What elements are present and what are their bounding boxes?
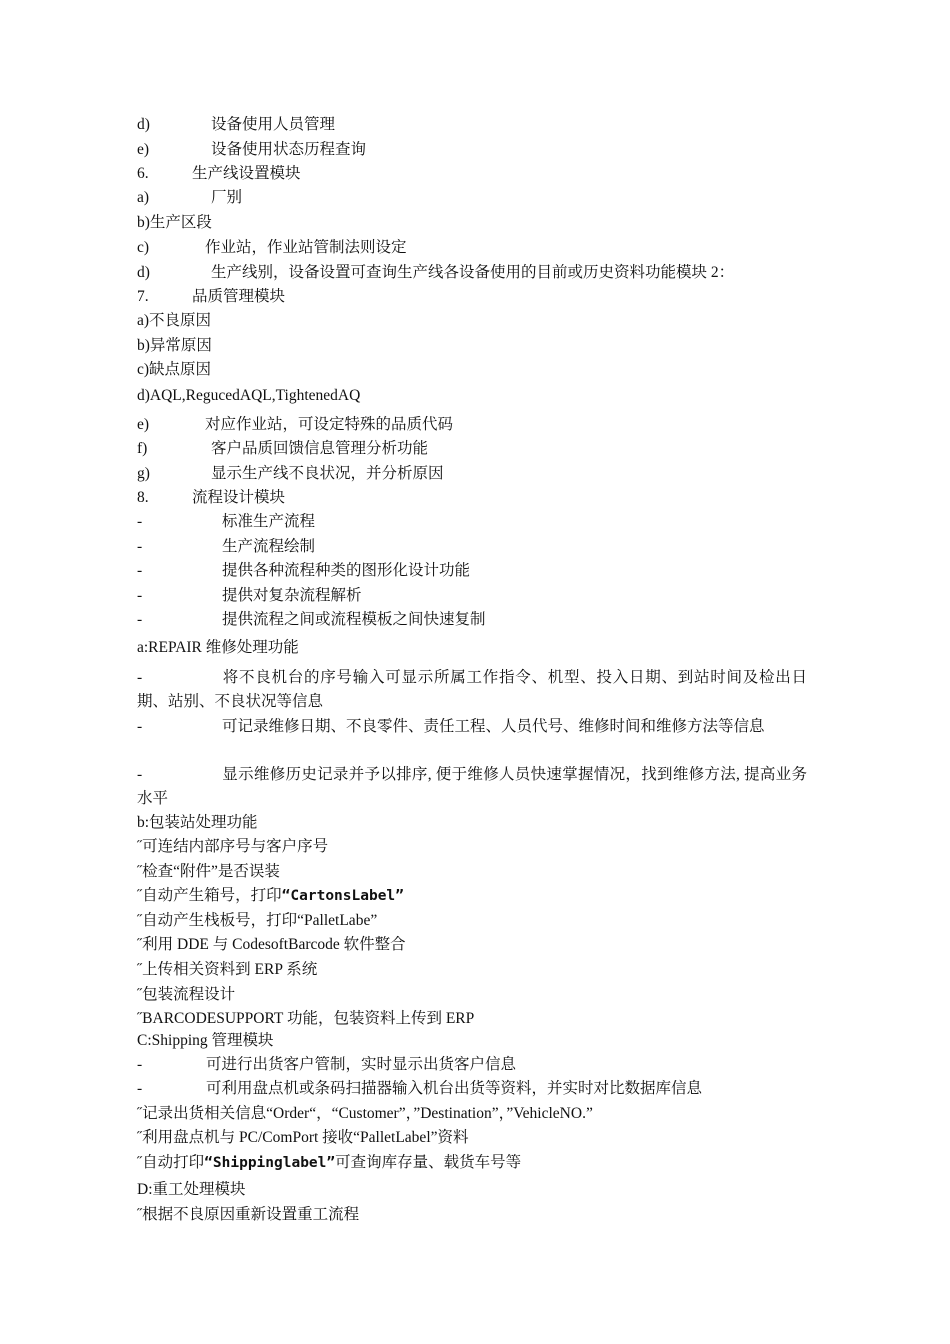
list-text: 可查询库存量、载货车号等 — [335, 1154, 522, 1171]
list-marker: - — [137, 766, 143, 783]
list-marker: - — [137, 587, 143, 604]
list-text: 对应作业站，可设定特殊的品质代码 — [205, 416, 454, 433]
line-text: ˝BARCODESUPPORT 功能，包装资料上传到 ERP — [137, 1010, 475, 1027]
line-text: ˝可连结内部序号与客户序号 — [137, 838, 329, 855]
section-heading — [137, 1031, 274, 1051]
list-marker: - — [137, 562, 143, 579]
list-item — [137, 837, 328, 857]
list-text: c)缺点原因 — [137, 361, 212, 378]
list-text: D:重工处理模块 — [137, 1181, 246, 1198]
list-marker: 7. — [137, 288, 149, 305]
section-heading — [137, 164, 301, 184]
list-text: a:REPAIR 维修处理功能 — [137, 639, 299, 656]
list-item — [137, 1009, 474, 1029]
paragraph — [137, 763, 807, 811]
list-item — [137, 1128, 469, 1148]
list-item — [137, 336, 212, 356]
list-marker: - — [137, 538, 143, 555]
list-item — [137, 115, 335, 135]
list-item — [137, 439, 428, 459]
line-text: ˝检查“附件”是否误装 — [137, 863, 280, 880]
list-text: 生产线设置模块 — [192, 165, 301, 182]
list-text: ˝自动打印 — [137, 1154, 205, 1171]
line-text: ˝自动产生栈板号，打印“PalletLabe” — [137, 912, 378, 929]
list-text: ˝利用盘点机与 PC/ComPort 接收“PalletLabel”资料 — [137, 1129, 469, 1146]
line-text: ˝包装流程设计 — [137, 986, 236, 1003]
list-text: b)生产区段 — [137, 214, 212, 231]
section-heading — [137, 813, 258, 833]
list-marker: - — [137, 611, 143, 628]
list-item — [137, 464, 444, 484]
section-heading — [137, 638, 299, 658]
list-item — [137, 1079, 702, 1099]
list-marker: - — [137, 669, 143, 686]
list-item — [137, 960, 317, 980]
list-item — [137, 1104, 593, 1124]
list-item — [137, 1153, 521, 1173]
bold-text: “CartonsLabel” — [281, 888, 404, 904]
list-item — [137, 586, 362, 606]
list-item — [137, 360, 211, 380]
list-item — [137, 263, 734, 283]
list-marker: - — [137, 718, 143, 735]
list-text: 可进行出货客户管制，实时显示出货客户信息 — [206, 1056, 517, 1073]
list-item — [137, 985, 235, 1005]
bold-text: “Shippinglabel” — [204, 1155, 336, 1171]
list-item — [137, 213, 212, 233]
list-marker: d) — [137, 264, 150, 281]
list-item — [137, 886, 404, 906]
list-marker: - — [137, 1056, 143, 1073]
list-item — [137, 561, 470, 581]
list-item — [137, 1055, 516, 1075]
section-heading — [137, 1180, 246, 1200]
list-text: 提供对复杂流程解析 — [222, 587, 362, 604]
list-item — [137, 537, 315, 557]
list-marker: - — [137, 513, 143, 530]
line-text: C:Shipping 管理模块 — [137, 1032, 274, 1049]
list-marker: e) — [137, 141, 150, 158]
list-marker: c) — [137, 239, 150, 256]
list-text: ˝记录出货相关信息“Order“，“Customer”，”Destination”，”VehicleNO.” — [137, 1105, 593, 1122]
section-heading — [137, 287, 285, 307]
list-marker: e) — [137, 416, 150, 433]
list-text: 生产流程绘制 — [222, 538, 316, 555]
list-marker: d) — [137, 116, 150, 133]
section-heading — [137, 488, 285, 508]
list-text: 流程设计模块 — [192, 489, 286, 506]
line-text: ˝自动产生箱号，打印 — [137, 887, 282, 904]
list-item — [137, 386, 360, 406]
list-item — [137, 862, 280, 882]
list-text: d)AQL,RegucedAQL,TightenedAQ — [137, 387, 361, 404]
line-text: b:包装站处理功能 — [137, 814, 258, 831]
list-item — [137, 188, 242, 208]
list-item — [137, 311, 211, 331]
list-text: 可利用盘点机或条码扫描器输入机台出货等资料，并实时对比数据库信息 — [206, 1080, 703, 1097]
line-text: ˝上传相关资料到 ERP 系统 — [137, 961, 318, 978]
list-text: 客户品质回馈信息管理分析功能 — [211, 440, 429, 457]
list-text: 提供流程之间或流程模板之间快速复制 — [222, 611, 486, 628]
list-text: 设备使用状态历程查询 — [211, 141, 367, 158]
list-item — [137, 935, 406, 955]
list-item — [137, 238, 407, 258]
list-marker: 8. — [137, 489, 149, 506]
list-text: 显示生产线不良状况，并分析原因 — [211, 465, 444, 482]
list-text: 品质管理模块 — [192, 288, 286, 305]
list-marker: a) — [137, 189, 150, 206]
paragraph-text: 可记录维修日期、不良零件、责任工程、人员代号、维修时间和维修方法等信息 — [222, 718, 765, 735]
list-text: a)不良原因 — [137, 312, 212, 329]
list-text: 厂别 — [211, 189, 243, 206]
line-text: ˝利用 DDE 与 CodesoftBarcode 软件整合 — [137, 936, 406, 953]
list-marker: f) — [137, 440, 148, 457]
list-text: 标准生产流程 — [222, 513, 316, 530]
list-text: 提供各种流程种类的图形化设计功能 — [222, 562, 471, 579]
paragraph — [137, 715, 807, 739]
list-item — [137, 512, 315, 532]
list-text: 作业站，作业站管制法则设定 — [205, 239, 407, 256]
paragraph — [137, 666, 807, 714]
list-marker: g) — [137, 465, 150, 482]
paragraph-text: 显示维修历史记录并予以排序, 便于维修人员快速掌握情况，找到维修方法, 提高业务水平 — [137, 766, 807, 807]
paragraph-text: 将不良机台的序号输入可显示所属工作指令、机型、投入日期、到站时间及检出日期、站别、不良状况等信息 — [137, 669, 807, 710]
list-item — [137, 415, 453, 435]
list-item — [137, 911, 377, 931]
list-text: 设备使用人员管理 — [211, 116, 336, 133]
list-text: ˝根据不良原因重新设置重工流程 — [137, 1206, 360, 1223]
list-text: 生产线别，设备设置可查询生产线各设备使用的目前或历史资料功能模块 2： — [211, 264, 735, 281]
list-item — [137, 610, 486, 630]
list-item — [137, 1205, 359, 1225]
list-item — [137, 140, 366, 160]
list-marker: - — [137, 1080, 143, 1097]
list-marker: 6. — [137, 165, 149, 182]
list-text: b)异常原因 — [137, 337, 212, 354]
